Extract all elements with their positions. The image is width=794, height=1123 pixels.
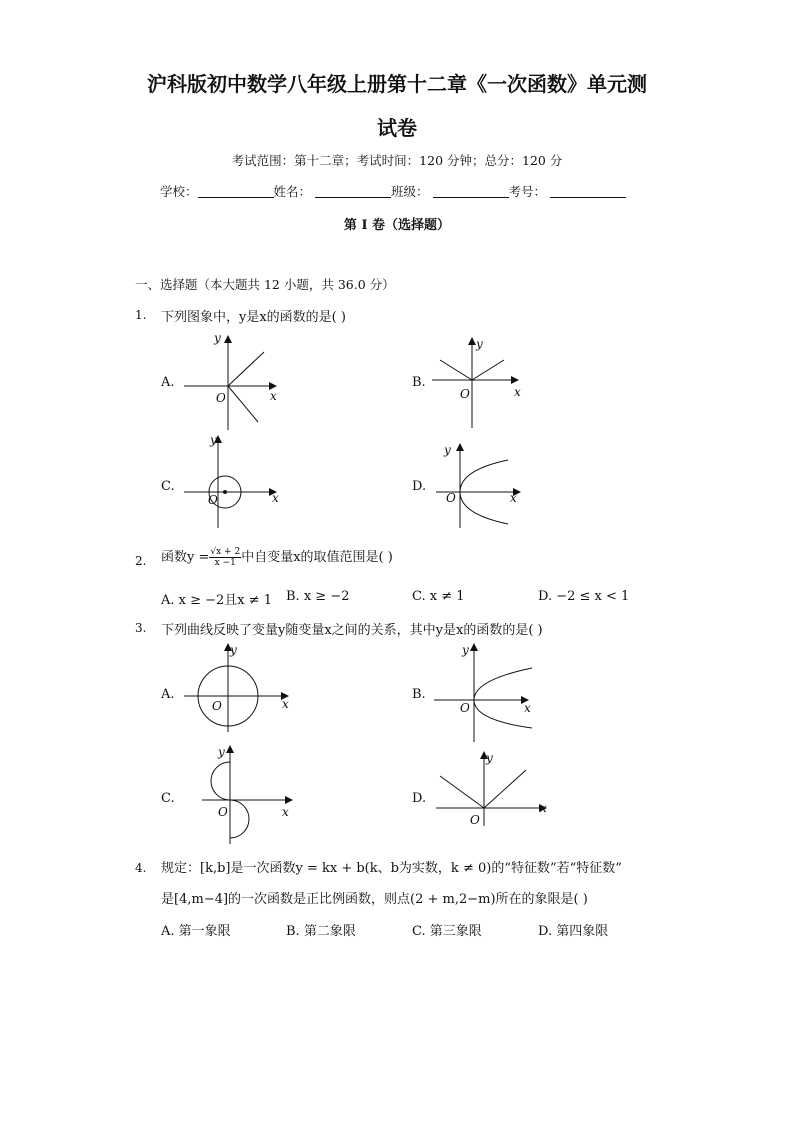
q3-graph-c [196,742,296,846]
option-label-d: D. [412,479,427,494]
svg-text:O: O [470,813,480,827]
q1-graph-d [430,440,530,532]
svg-text:y: y [214,331,221,345]
question-stem: 下列曲线反映了变量y随变量x之间的关系，其中y是x的函数的是( ) [161,623,543,638]
page-title-line2: 试卷 [377,116,417,140]
svg-text:O: O [218,805,228,819]
number-field[interactable] [550,185,626,198]
svg-text:y: y [230,643,237,657]
q1-graph-b [426,334,532,430]
class-field[interactable] [433,185,509,198]
svg-text:y: y [444,443,451,457]
option-b: B. x ≥ −2 [286,589,350,604]
question-stem-line1: 规定：[k,b]是一次函数y = kx + b(k、b为实数，k ≠ 0)的“特征数”若“特征数” [161,861,622,876]
option-label-a: A. [161,375,175,390]
svg-text:y: y [462,643,469,657]
svg-text:O: O [460,701,470,715]
svg-text:x: x [540,801,547,815]
option-label-b: B. [412,375,426,390]
student-info-fields [160,182,626,200]
question-stem: 下列图象中，y是x的函数的是( ) [161,310,346,325]
option-d: D. 第四象限 [538,924,609,939]
fraction: $\frac{√x + 2}{x -1}$ [210,547,241,568]
question-number: 1. [135,308,147,322]
svg-text:x: x [270,389,277,403]
option-label-b: B. [412,687,426,702]
part-title: 第 I 卷（选择题） [343,218,451,233]
option-a: A. x ≥ −2且x ≠ 1 [161,593,273,608]
option-d: D. −2 ≤ x < 1 [538,589,630,604]
svg-text:y: y [218,745,225,759]
school-field[interactable] [198,185,274,198]
svg-text:x: x [514,385,521,399]
name-label: 姓名： [273,184,312,199]
exam-info: 考试范围：第十二章；考试时间：120 分钟；总分：120 分 [231,153,563,168]
option-label-c: C. [161,479,175,494]
number-label: 考号： [508,184,547,199]
q1-graph-a [176,330,286,432]
option-label-a: A. [161,687,175,702]
section-title: 一、选择题（本大题共 12 小题，共 36.0 分） [135,277,395,292]
class-label: 班级： [391,184,429,199]
svg-text:O: O [216,391,226,405]
page-title-line1: 沪科版初中数学八年级上册第十二章《一次函数》单元测 [147,72,647,96]
svg-text:y: y [486,751,493,765]
svg-text:x: x [524,701,531,715]
option-c: C. x ≠ 1 [412,589,465,604]
q3-graph-a [178,638,294,734]
svg-text:x: x [282,697,289,711]
svg-text:x: x [272,491,279,505]
name-field[interactable] [315,185,391,198]
option-label-c: C. [161,791,175,806]
option-b: B. 第二象限 [286,924,356,939]
svg-text:O: O [208,493,218,507]
question-stem: 函数y = $\frac{√x + 2}{x -1}$ 中自变量x的取值范围是( ) [161,547,393,568]
option-label-d: D. [412,791,427,806]
q3-graph-b [428,638,538,746]
svg-text:y: y [210,433,217,447]
svg-text:O: O [460,387,470,401]
svg-text:y: y [476,337,483,351]
svg-text:x: x [510,491,517,505]
question-stem-line2: 是[4,m−4]的一次函数是正比例函数，则点(2 + m,2−m)所在的象限是( ) [161,892,588,907]
question-number: 2. [135,554,147,568]
option-c: C. 第三象限 [412,924,482,939]
q1-graph-c [180,430,284,530]
q3-graph-d [430,748,552,828]
svg-text:x: x [282,805,289,819]
question-number: 3. [135,621,147,635]
svg-text:O: O [212,699,222,713]
option-a: A. 第一象限 [161,924,231,939]
question-number: 4. [135,861,147,875]
svg-text:O: O [446,491,456,505]
school-label: 学校： [160,184,198,199]
